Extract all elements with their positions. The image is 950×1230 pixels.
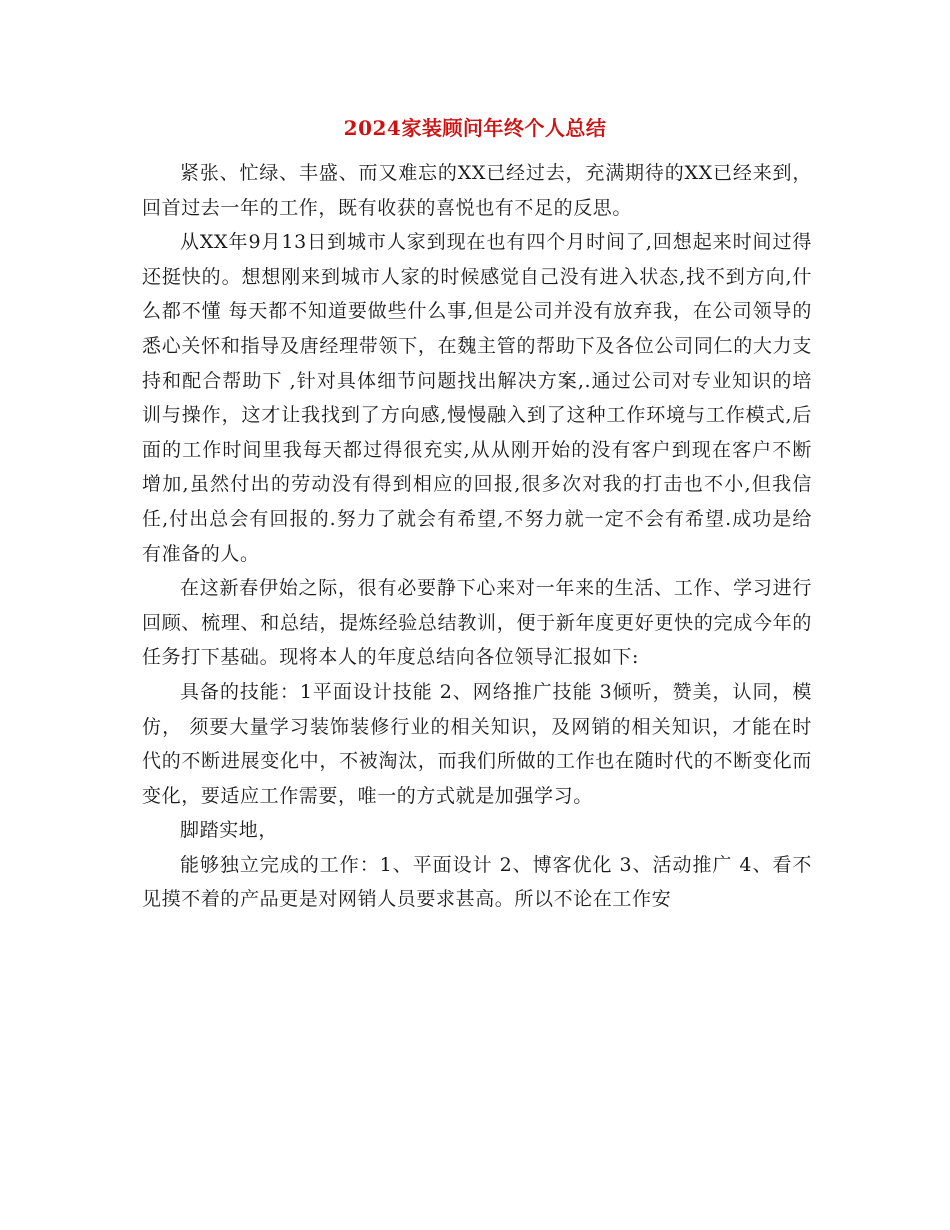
paragraph-skills: 具备的技能：1平面设计技能 2、网络推广技能 3倾听，赞美，认同，模仿， 须要大量学习装饰装修行业的相关知识，及网销的相关知识，才能在时代的不断进展变化中，不被淘汰，而我们所做的工作也在随时代的不断变化而变化，要适应工作需要，唯一的方式就是加强学习。: [142, 680, 812, 807]
paragraph-intro: 紧张、忙绿、丰盛、而又难忘的XX已经过去，充满期待的XX已经来到，回首过去一年的工作，既有收获的喜悦也有不足的反思。: [142, 162, 812, 219]
paragraph-down-to-earth: 脚踏实地，: [180, 819, 279, 842]
document-body: [142, 156, 812, 917]
paragraph-summary-intro: 在这新春伊始之际，很有必要静下心来对一年来的生活、工作、学习进行回顾、梳理、和总结，提炼经验总结教训，便于新年度更好更快的完成今年的任务打下基础。现将本人的年度总结向各位领导汇报如下:: [142, 577, 812, 669]
paragraph-experience: 从XX年9月13日到城市人家到现在也有四个月时间了,回想起来时间过得还挺快的。想想刚来到城市人家的时候感觉自己没有进入状态,找不到方向,什么都不懂 每天都不知道要做些什么事,但是公司并没有放弃我，在公司领导的悉心关怀和指导及唐经理带领下，在魏主管的帮助下及各位公司同仁的大力支持和配合帮助下 ,针对具体细节问题找出解决方案,.通过公司对专业知识的培训与操作，这才让我找到了方向感,慢慢融入到了这种工作环境与工作模式,后面的工作时间里我每天都过得很充实,从从刚开始的没有客户到现在客户不断增加,虽然付出的劳动没有得到相应的回报,很多次对我的打击也不小,但我信任,付出总会有回报的.努力了就会有希望,不努力就一定不会有希望.成功是给有准备的人。: [142, 231, 812, 565]
document-title: 2024家装顾问年终个人总结: [343, 116, 607, 140]
paragraph-independent-work: 能够独立完成的工作：1、平面设计 2、博客优化 3、活动推广 4、看不见摸不着的产品更是对网销人员要求甚高。所以不论在工作安: [142, 853, 812, 911]
